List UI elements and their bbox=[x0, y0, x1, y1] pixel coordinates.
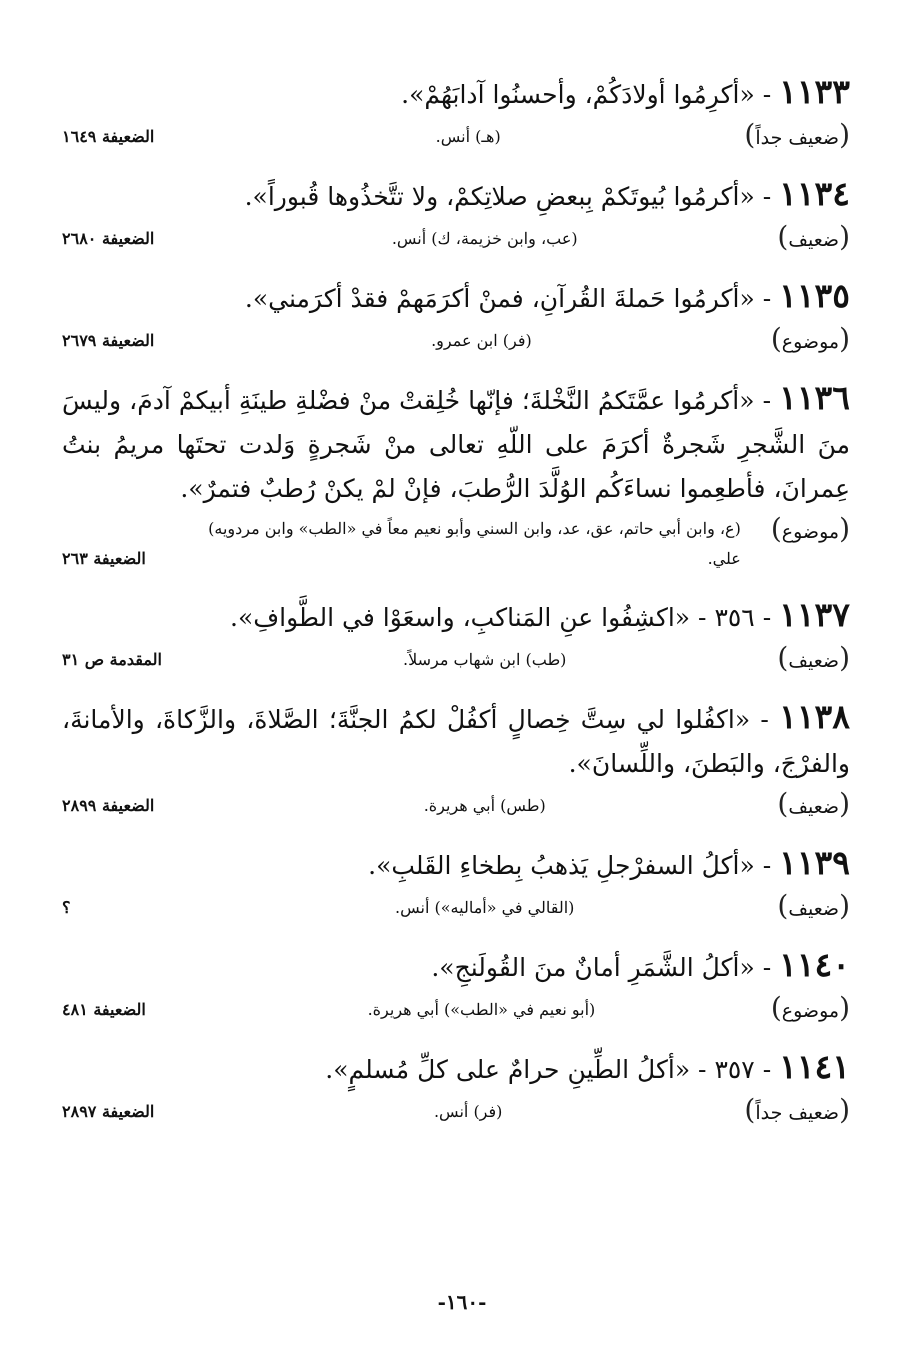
source-line bbox=[62, 1095, 850, 1128]
reference: الضعيفة ٢٨٩٧ bbox=[62, 1101, 155, 1121]
hadith-number: ١١٣٥ bbox=[779, 276, 850, 315]
hadith-entry-1140 bbox=[62, 943, 850, 1026]
hadith-entry-1137 bbox=[62, 593, 850, 676]
hadith-body: «أكلُ الشَّمَرِ أمانٌ منَ القُولَنجِ». bbox=[431, 953, 755, 982]
document-page bbox=[62, 70, 850, 1147]
hadith-number: ١١٣٨ bbox=[779, 697, 850, 736]
hadith-text: ١١٤١ - ٣٥٧ - «أكلُ الطِّينِ حرامٌ على كلِّ مُسلمٍ». bbox=[325, 1047, 850, 1086]
hadith-body: «أكرمُوا عمَّتَكمُ النَّخْلةَ؛ فإنّها خُلِقتْ منْ فضْلةِ طينَةِ أبيكمْ آدمَ، وليسَ منَ الشَّجرِ شَجرةٌ أكرَمَ على اللّهِ تعالى منْ شَجرةٍ وَلدت تحتَها مريمُ بنتُ عِمرانَ، فأطعِموا نساءَكُم الوُلَّدَ الرُّطبَ، فإنْ لمْ يكنْ رُطبٌ فتمرٌ». bbox=[62, 386, 850, 503]
reference: المقدمة ص ٣١ bbox=[62, 649, 162, 669]
narrator: (هـ) أنس. bbox=[435, 126, 501, 146]
hadith-text: ١١٣٦ - «أكرمُوا عمَّتَكمُ النَّخْلةَ؛ فإنّها خُلِقتْ منْ فضْلةِ طينَةِ أبيكمْ آدمَ، وليسَ منَ الشَّجرِ شَجرةٌ أكرَمَ على اللّهِ تعالى منْ شَجرةٍ وَلدت تحتَها مريمُ بنتُ عِمرانَ، فأطعِموا نساءَكُم الوُلَّدَ الرُّطبَ، فإنْ لمْ يكنْ رُطبٌ فتمرٌ». bbox=[62, 378, 850, 503]
hadith-entry-1133 bbox=[62, 70, 850, 153]
hadith-text: ١١٣٩ - «أكلُ السفرْجلِ يَذهبُ بِطخاءِ القَلبِ». bbox=[368, 843, 850, 882]
grade-label: (ضعيف جداً) bbox=[744, 1093, 850, 1126]
hadith-entry-1138 bbox=[62, 695, 850, 822]
source-line bbox=[62, 514, 850, 574]
hadith-text: ١١٤٠ - «أكلُ الشَّمَرِ أمانٌ منَ القُولَنجِ». bbox=[431, 945, 850, 984]
grade-label: (ضعيف) bbox=[777, 220, 850, 253]
hadith-number: ١١٤١ bbox=[779, 1047, 850, 1086]
hadith-text: ١١٣٥ - «أكرمُوا حَملةَ القُرآنِ، فمنْ أكرَمَهمْ فقدْ أكرَمني». bbox=[244, 276, 850, 315]
hadith-entry-1136 bbox=[62, 376, 850, 574]
narrator: (طب) ابن شهاب مرسلاً. bbox=[403, 649, 567, 669]
narrator: (عب، وابن خزيمة، ك) أنس. bbox=[391, 228, 578, 248]
narrator: (ع، وابن أبي حاتم، عق، عد، وابن السني وأبو نعيم معاً في «الطب» وابن مردويه) علي. bbox=[208, 519, 741, 568]
narrator: (طس) أبي هريرة. bbox=[423, 795, 546, 815]
hadith-text: ١١٣٨ - «اكفُلوا لي سِتَّ خِصالٍ أكفُلْ لكمُ الجنَّةَ؛ الصَّلاةَ، والزَّكاةَ، والأمانةَ، والفرْجَ، والبَطنَ، واللِّسانَ». bbox=[62, 697, 850, 778]
narrator: (القالي في «أماليه») أنس. bbox=[395, 897, 575, 917]
hadith-entry-1135 bbox=[62, 274, 850, 357]
reference: الضعيفة ٢٦٣ bbox=[62, 549, 146, 568]
grade-label: (ضعيف) bbox=[777, 641, 850, 674]
grade-label: (موضوع) bbox=[770, 322, 850, 355]
grade-label: (ضعيف) bbox=[777, 787, 850, 820]
grade-label: (ضعيف) bbox=[777, 889, 850, 922]
reference: الضعيفة ٢٦٨٠ bbox=[62, 228, 155, 248]
page-number: -١٦٠- bbox=[437, 1290, 487, 1314]
narrator: (أبو نعيم في «الطب») أبي هريرة. bbox=[367, 999, 596, 1019]
hadith-number: ١١٣٧ bbox=[779, 595, 850, 634]
source-line bbox=[62, 993, 850, 1026]
hadith-text: ١١٣٧ - ٣٥٦ - «اكشِفُوا عنِ المَناكبِ، واسعَوْا في الطَّوافِ». bbox=[230, 595, 850, 634]
source-line bbox=[62, 891, 850, 924]
hadith-body: «اكشِفُوا عنِ المَناكبِ، واسعَوْا في الطَّوافِ». bbox=[230, 603, 691, 632]
source-line bbox=[62, 643, 850, 676]
grade-label: (موضوع) bbox=[770, 991, 850, 1024]
hadith-text: ١١٣٣ - «أكرِمُوا أولادَكُمْ، وأحسنُوا آدابَهُمْ». bbox=[401, 72, 850, 111]
reference: الضعيفة ٢٦٧٩ bbox=[62, 330, 155, 350]
hadith-body: «اكفُلوا لي سِتَّ خِصالٍ أكفُلْ لكمُ الجنَّةَ؛ الصَّلاةَ، والزَّكاةَ، والأمانةَ، والفرْجَ، والبَطنَ، واللِّسانَ». bbox=[62, 705, 850, 778]
reference: ؟ bbox=[62, 897, 71, 917]
source-line bbox=[62, 789, 850, 822]
grade-label: (ضعيف جداً) bbox=[744, 118, 850, 151]
hadith-number: ١١٣٤ bbox=[779, 174, 850, 213]
hadith-number: ١١٣٦ bbox=[779, 378, 850, 417]
alt-number: ٣٥٦ bbox=[714, 603, 755, 632]
hadith-number: ١١٣٣ bbox=[779, 72, 850, 111]
hadith-body: «أكلُ السفرْجلِ يَذهبُ بِطخاءِ القَلبِ». bbox=[368, 851, 755, 880]
hadith-text: ١١٣٤ - «أكرمُوا بُيوتَكمْ بِبعضِ صلاتِكمْ، ولا تتَّخذُوها قُبوراً». bbox=[244, 174, 850, 213]
reference: الضعيفة ١٦٤٩ bbox=[62, 126, 155, 146]
hadith-body: «أكرمُوا حَملةَ القُرآنِ، فمنْ أكرَمَهمْ فقدْ أكرَمني». bbox=[244, 284, 755, 313]
source-line bbox=[62, 120, 850, 153]
hadith-body: «أكرِمُوا أولادَكُمْ، وأحسنُوا آدابَهُمْ». bbox=[401, 80, 755, 109]
hadith-entry-1134 bbox=[62, 172, 850, 255]
hadith-number: ١١٣٩ bbox=[779, 843, 850, 882]
source-line bbox=[62, 324, 850, 357]
alt-number: ٣٥٧ bbox=[714, 1055, 755, 1084]
source-line bbox=[62, 222, 850, 255]
reference: الضعيفة ٤٨١ bbox=[62, 999, 146, 1019]
hadith-entry-1141 bbox=[62, 1045, 850, 1128]
reference: الضعيفة ٢٨٩٩ bbox=[62, 795, 155, 815]
hadith-body: «أكرمُوا بُيوتَكمْ بِبعضِ صلاتِكمْ، ولا تتَّخذُوها قُبوراً». bbox=[244, 182, 755, 211]
narrator: (فر) أنس. bbox=[433, 1101, 503, 1121]
hadith-entry-1139 bbox=[62, 841, 850, 924]
grade-label: (موضوع) bbox=[770, 512, 850, 545]
narrator: (فر) ابن عمرو. bbox=[431, 330, 532, 350]
hadith-body: «أكلُ الطِّينِ حرامٌ على كلِّ مُسلمٍ». bbox=[325, 1055, 691, 1084]
hadith-number: ١١٤٠ bbox=[779, 945, 850, 984]
